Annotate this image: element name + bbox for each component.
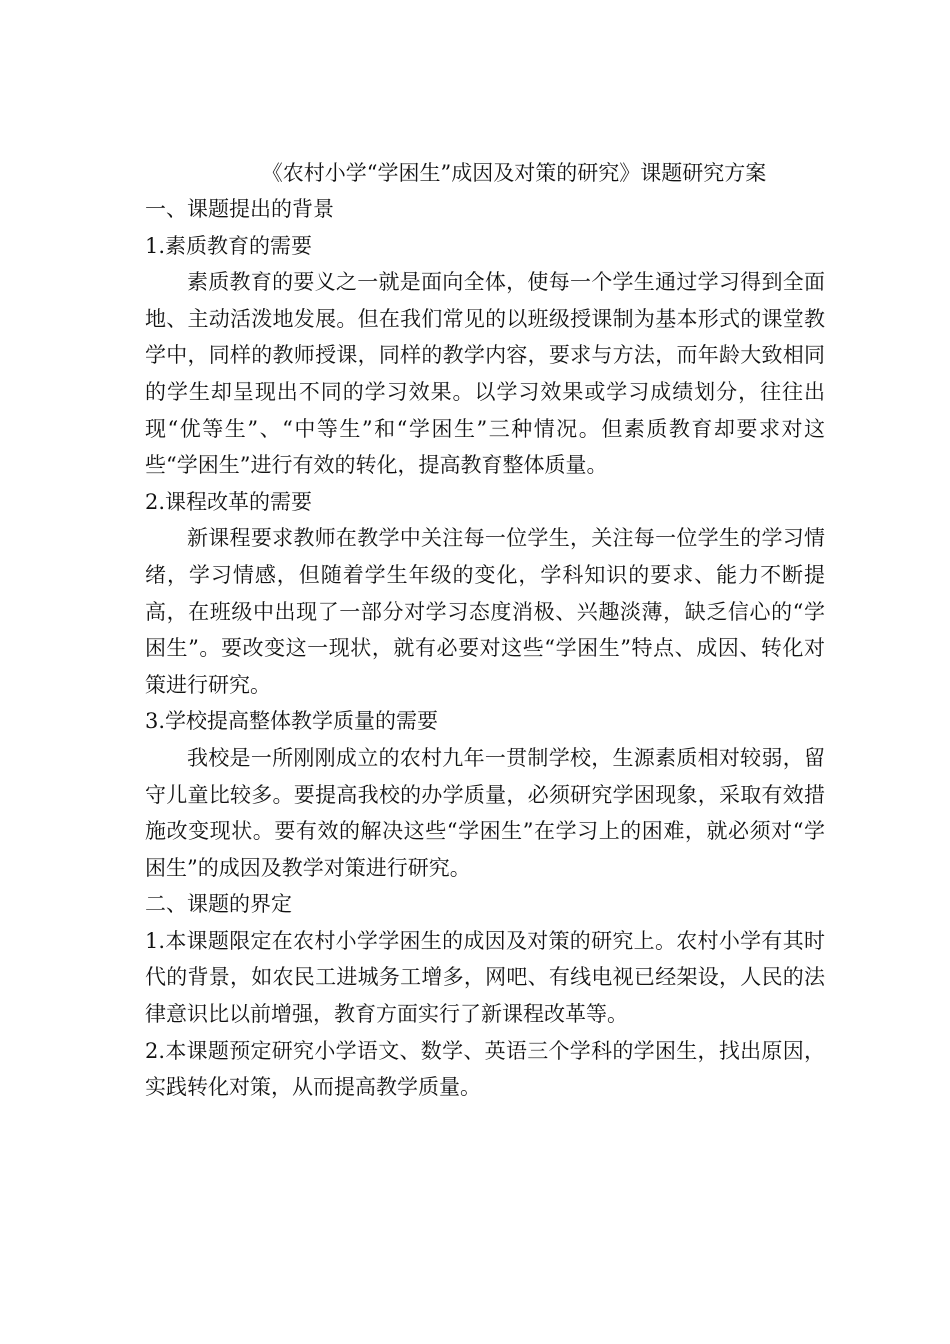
subsection-heading-curriculum-reform: 2.课程改革的需要 — [145, 489, 313, 514]
subsection-heading-school-quality: 3.学校提高整体教学质量的需要 — [145, 709, 439, 734]
document-title: 《农村小学“学困生”成因及对策的研究》课题研究方案 — [261, 161, 767, 185]
subsection-heading-quality-education: 1.素质教育的需要 — [145, 233, 313, 258]
paragraph-school-quality: 我校是一所刚刚成立的农村九年一贯制学校，生源素质相对较弱，留守儿童比较多。要提高我校的办学质量，必须研究学困现象，采取有效措施改变现状。要有效的解决这些“学困生”在学习上的困难，就必须对“学困生”的成因及教学对策进行研究。 — [145, 745, 825, 880]
definition-item-2: 2.本课题预定研究小学语文、数学、英语三个学科的学困生，找出原因，实践转化对策，从而提高教学质量。 — [145, 1038, 825, 1100]
paragraph-curriculum-reform: 新课程要求教师在教学中关注每一位学生，关注每一位学生的学习情绪，学习情感，但随着学生年级的变化，学科知识的要求、能力不断提高，在班级中出现了一部分对学习态度消极、兴趣淡薄，缺乏信心的“学困生”。要改变这一现状，就有必要对这些“学困生”特点、成因、转化对策进行研究。 — [145, 526, 825, 697]
definition-item-1: 1.本课题限定在农村小学学困生的成因及对策的研究上。农村小学有其时代的背景，如农民工进城务工增多，网吧、有线电视已经架设，人民的法律意识比以前增强，教育方面实行了新课程改革等。 — [145, 928, 825, 1027]
section-heading-background: 一、课题提出的背景 — [145, 197, 334, 221]
paragraph-quality-education: 素质教育的要义之一就是面向全体，使每一个学生通过学习得到全面地、主动活泼地发展。但在我们常见的以班级授课制为基本形式的课堂教学中，同样的教师授课，同样的教学内容，要求与方法，而年龄大致相同的学生却呈现出不同的学习效果。以学习效果或学习成绩划分，往往出现“优等生”、“中等生”和“学困生”三种情况。但素质教育却要求对这些“学困生”进行有效的转化，提高教育整体质量。 — [145, 270, 825, 478]
document-body — [145, 155, 825, 1106]
section-heading-definition: 二、课题的界定 — [145, 892, 292, 917]
